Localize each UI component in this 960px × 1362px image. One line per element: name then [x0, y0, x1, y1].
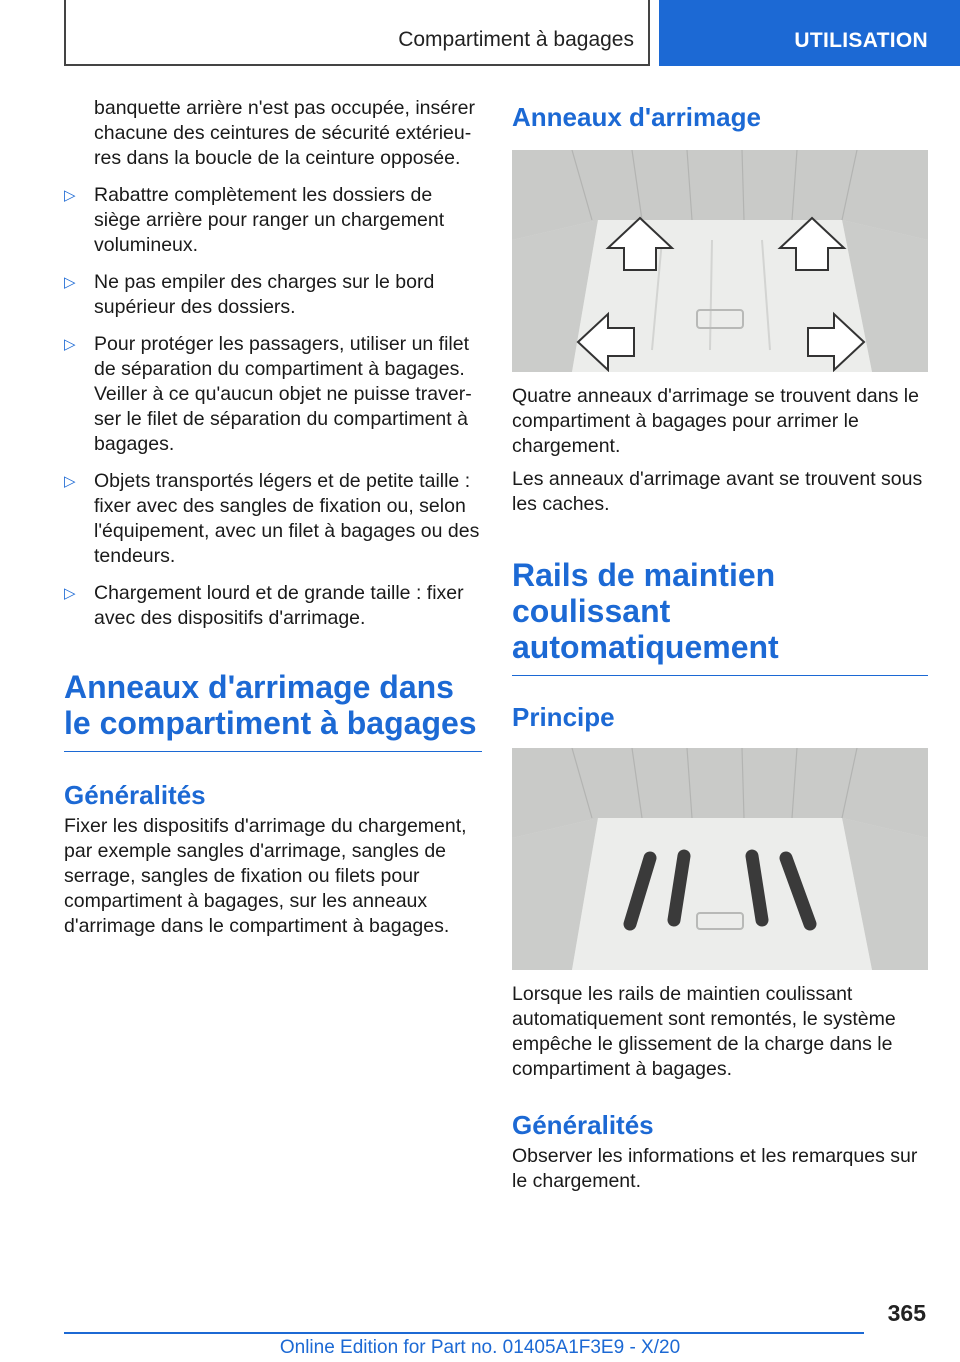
- triangle-right-icon: ▷: [64, 585, 76, 602]
- general-rails-text: Observer les informations et les remarques sur le chargement.: [512, 1145, 918, 1192]
- page-number: 365: [887, 1300, 926, 1326]
- list-item: [64, 270, 482, 320]
- list-item-text: Objets transportés légers et de petite taille : fixer avec des sangles de fixation ou, selon l'équipement, avec un filet à bagages ou des tendeurs.: [94, 470, 480, 567]
- header-chapter-tab: [659, 0, 960, 66]
- bullet-list: [64, 183, 482, 631]
- list-item-text: Pour protéger les passagers, utiliser un filet de séparation du compartiment à bagages. Veiller à ce qu'aucun objet ne puisse traverser le filet de séparation du compartiment à bagages.: [94, 333, 472, 455]
- trunk-rails-drawing: [512, 748, 928, 970]
- subheading-tie-down-rings: Anneaux d'arrimage: [512, 102, 761, 132]
- trunk-rings-drawing: [512, 150, 928, 372]
- general-text: Fixer les dispositifs d'arrimage du chargement, par exemple sangles d'arrimage, sangles de serrage, sangles de fixation ou filets pour compartiment à bagages, sur les anneaux d'arrimage dans le compartiment à bagages.: [64, 815, 467, 937]
- triangle-right-icon: ▷: [64, 274, 76, 291]
- rings-text-2: Les anneaux d'arrimage avant se trouvent sous les caches.: [512, 468, 923, 515]
- trunk-rails-illustration: [512, 748, 928, 970]
- footer-edition: [0, 1337, 960, 1359]
- left-column: [64, 96, 482, 939]
- rings-text-1: Quatre anneaux d'arrimage se trouvent dans le compartiment à bagages pour arrimer le chargement.: [512, 385, 919, 457]
- header-section-title: Compartiment à bagages: [398, 28, 634, 51]
- list-item: [64, 183, 482, 258]
- intro-continuation: banquette arrière n'est pas occupée, insérer chacune des ceintures de sécurité extérieures dans la boucle de la ceinture opposée.: [94, 97, 475, 169]
- list-item-text: Rabattre complètement les dossiers de siège arrière pour ranger un chargement volumineux.: [94, 184, 445, 256]
- header-chapter-label: UTILISATION: [794, 29, 928, 52]
- triangle-right-icon: ▷: [64, 187, 76, 204]
- list-item-text: Chargement lourd et de grande taille : fixer avec des dispositifs d'arrimage.: [94, 582, 464, 629]
- trunk-rings-illustration: [512, 150, 928, 372]
- subheading-general: Généralités: [64, 780, 206, 810]
- triangle-right-icon: ▷: [64, 473, 76, 490]
- right-column: [512, 102, 928, 1194]
- list-item: [64, 469, 482, 569]
- list-item: [64, 581, 482, 631]
- list-item-text: Ne pas empiler des charges sur le bord supérieur des dossiers.: [94, 271, 435, 318]
- list-item: [64, 332, 482, 457]
- subheading-general-rails: Généralités: [512, 1110, 654, 1140]
- header-section-box: [64, 0, 650, 66]
- page-header: [0, 0, 960, 66]
- triangle-right-icon: ▷: [64, 336, 76, 353]
- principle-text: Lorsque les rails de maintien coulissant automatiquement sont remontés, le système empêche le glissement de la charge dans le compartiment à bagages.: [512, 983, 896, 1080]
- subheading-principle: Principe: [512, 702, 615, 732]
- footer-divider: [64, 1332, 864, 1334]
- section-heading-rings-in-trunk: Anneaux d'arrimage dans le compartiment à bagages: [64, 669, 482, 752]
- footer-edition-text: Online Edition for Part no. 01405A1F3E9 - X/20: [279, 1337, 681, 1358]
- section-heading-rails: Rails de maintien coulissant automatiquement: [512, 557, 928, 676]
